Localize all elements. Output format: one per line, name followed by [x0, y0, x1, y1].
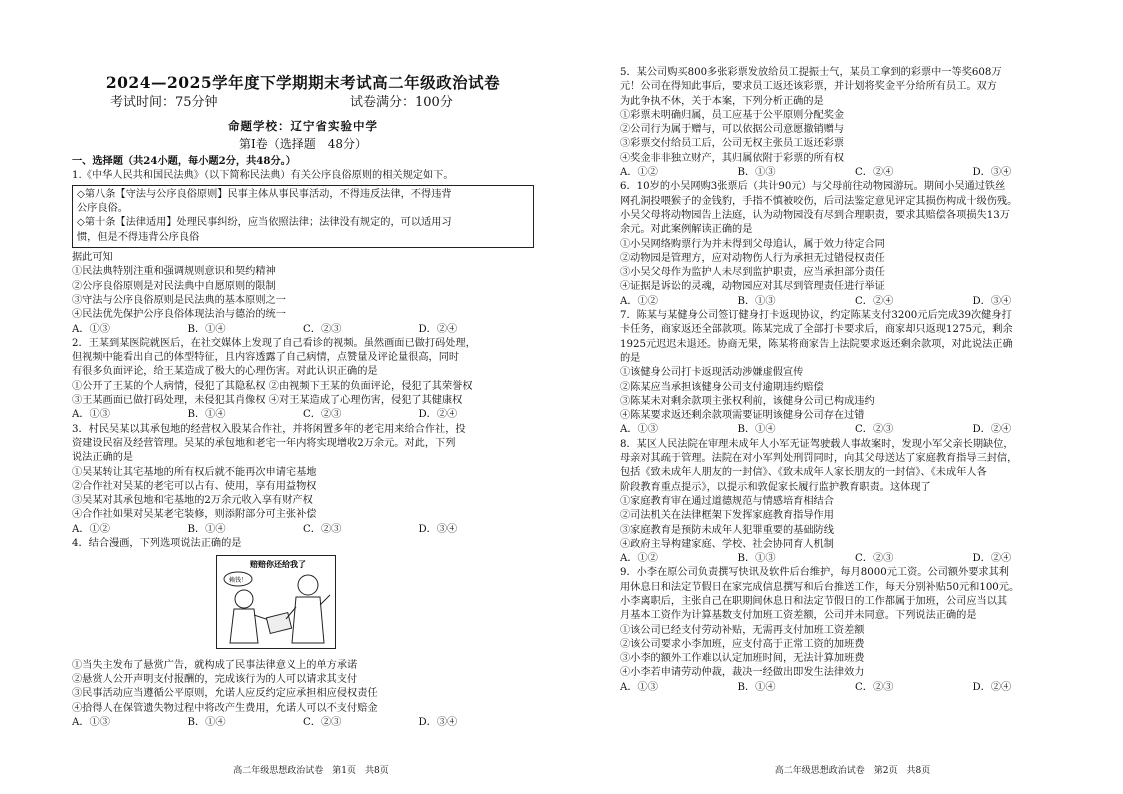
- option-d: D．③④: [418, 523, 458, 535]
- exam-time: 考试时间：75分钟: [110, 95, 218, 111]
- option-a: A．①②: [72, 523, 110, 535]
- statement-item: ①小吴网络购票行为并未得到父母追认，属于效力待定合同: [620, 238, 885, 250]
- box-line: 公序良俗。: [77, 203, 128, 215]
- law-excerpt-box: [72, 185, 534, 248]
- statement-item: ②悬赏人公开声明支付报酬的，完成该行为的人可以请求其支付: [72, 673, 358, 685]
- option-d: D．②④: [418, 409, 458, 421]
- statement-item: ②动物园是管理方，应对动物伤人行为承担无过错侵权责任: [620, 252, 885, 264]
- statement-item: ④合作社如果对吴某老宅装修，则添附部分可主张补偿: [72, 509, 317, 521]
- question-stem: 1.《中华人民共和国民法典》（以下简称民法典）有关公序良俗原则的相关规定如下。: [72, 169, 454, 181]
- option-c: C．②③: [303, 523, 342, 535]
- option-a: A．①③: [620, 681, 658, 693]
- option-b: B．①④: [187, 716, 226, 728]
- statement-item: ②合作社对吴某的老宅可以占有、使用，享有用益物权: [72, 480, 317, 492]
- question-8: [620, 438, 1090, 567]
- question-stem: 用休息日和法定节假日在家完成信息撰写和后台推送工作，每天分别补贴50元和100元。: [620, 581, 1020, 593]
- question-stem: 网孔洞投喂猴子的金钱豹，手指不慎被咬伤，后司法鉴定意见评定其损伤构成十级伤残。: [620, 195, 1018, 207]
- statement-item: ③小李的额外工作难以认定加班时间，无法计算加班费: [620, 653, 865, 665]
- option-a: A．①③: [72, 323, 110, 335]
- option-c: C．②③: [303, 716, 342, 728]
- option-b: B．①④: [187, 409, 226, 421]
- page-1-column: [72, 74, 534, 730]
- question-stem: 6．10岁的小吴网购3张票后（共计90元）与父母前往动物园游玩。期间小吴通过铁丝: [620, 181, 1006, 193]
- statement-item: ④拾得人在保管遗失物过程中将改产生费用，允诺人可以不支付赔金: [72, 702, 378, 714]
- statement-item: ②司法机关在法律框架下发挥家庭教育指导作用: [620, 510, 834, 522]
- question-stem: 说法正确的是: [72, 452, 134, 464]
- option-c: C．②③: [303, 409, 342, 421]
- question-lead: 据此可知: [72, 252, 113, 264]
- answer-options: [72, 408, 534, 422]
- option-a: A．①②: [620, 553, 658, 565]
- question-stem: 2．王某到某医院就医后，在社交媒体上发现了自己看诊的视频。虽然画面已做打码处理，: [72, 337, 476, 349]
- question-stem: 1925元迟迟未退还。协商无果，陈某将商家告上法院要求返还剩余款项，对此说法正确: [620, 338, 1013, 350]
- option-a: A．①③: [72, 409, 110, 421]
- option-b: B．①④: [737, 681, 776, 693]
- answer-options: [620, 423, 1090, 437]
- question-stem: 9．小李在原公司负责撰写快讯及软件后台维护，每月8000元工资。公司额外要求其利: [620, 567, 1009, 579]
- full-score: 试卷满分：100分: [350, 95, 453, 111]
- statement-item: ④证据是诉讼的灵魂，动物园应对其尽到管理责任进行举证: [620, 281, 885, 293]
- statement-item: ①民法典特别注重和强调规则意识和契约精神: [72, 266, 276, 278]
- statement-item: ④民法优先保护公序良俗体现法治与德治的统一: [72, 309, 286, 321]
- page-2: [562, 0, 1123, 794]
- option-d: D．③④: [972, 295, 1012, 307]
- statement-item: ②公序良俗原则是对民法典中自愿原则的限制: [72, 280, 276, 292]
- question-stem: 母亲对其疏于管理。法院在对小军判处刑罚同时，向其父母送达了家庭教育指导三封信，: [620, 453, 1018, 465]
- option-b: B．①④: [187, 523, 226, 535]
- answer-options: [620, 681, 1090, 695]
- statement-item: ④奖金非非独立财产，其归属依附于彩票的所有权: [620, 152, 845, 164]
- question-stem: 阶段教育重点提示》，以提示和敦促家长履行监护教育职责。这体现了: [620, 481, 931, 493]
- question-6: [620, 180, 1090, 309]
- option-c: C．②③: [303, 323, 342, 335]
- option-c: C．②③: [855, 553, 894, 565]
- statement-item: ③家庭教育是预防未成年人犯罪重要的基础防线: [620, 524, 834, 536]
- question-stem: 的是: [620, 352, 641, 364]
- cartoon-caption: 赔赔你还给我了: [250, 560, 306, 570]
- page-footer: 高二年级思想政治试卷 第2页 共8页: [774, 766, 931, 776]
- option-d: D．③④: [972, 167, 1012, 179]
- option-a: A．①③: [620, 424, 658, 436]
- question-stem: 卡任务，商家返还全部款项。陈某完成了全部打卡要求后，商家却只返现1275元，剩余: [620, 324, 1013, 336]
- question-stem: 包括《致未成年人朋友的一封信》、《致未成年人家长朋友的一封信》、《未成年人各: [620, 467, 987, 479]
- option-d: D．②④: [972, 553, 1012, 565]
- statement-item: ①公开了王某的个人病情，侵犯了其隐私权 ②由视频下王某的负面评论，侵犯了其荣誉权: [72, 380, 473, 392]
- option-a: A．①③: [72, 716, 110, 728]
- question-stem: 4．结合漫画，下列选项说法正确的是: [72, 538, 242, 550]
- question-stem: 为此争执不休，关于本案，下列分析正确的是: [620, 95, 824, 107]
- question-5: [620, 66, 1090, 180]
- statement-item: ③小吴父母作为监护人未尽到监护职责，应当承担部分责任: [620, 267, 885, 279]
- option-a: A．①②: [620, 295, 658, 307]
- statement-item: ③王某画面已做打码处理，未侵犯其肖像权 ④对王某造成了心理伤害，侵犯了其健康权: [72, 395, 463, 407]
- statement-item: ②陈某应当承担该健身公司支付逾期违约赔偿: [620, 381, 824, 393]
- question-stem: 月基本工资作为计算基数支付加班工资差额，公司并未同意。下列说法正确的是: [620, 610, 977, 622]
- question-stem: 7．陈某与某健身公司签订健身打卡返现协议，约定陈某支付3200元后完成39次健身打: [620, 310, 1012, 322]
- section-heading: 一、选择题（共24小题，每小题2分，共48分。）: [72, 155, 296, 168]
- question-stem: 小李离职后，主张自己在职期间休息日和法定节假日的工作都属于加班，公司应当以其: [620, 595, 1008, 607]
- page-2-column: [620, 66, 1090, 695]
- question-stem: 但视频中能看出自己的体型特征，且内容透露了自己病情，点赞量及评论量很高，同时: [72, 352, 460, 364]
- answer-options: [72, 323, 534, 337]
- page-footer: 高二年级思想政治试卷 第1页 共8页: [233, 766, 389, 776]
- statement-item: ①彩票未明确归属，员工应基于公平原则分配奖金: [620, 109, 845, 121]
- option-a: A．①②: [620, 167, 658, 179]
- question-stem: 5．某公司购买800多张彩票发放给员工提振士气，某员工拿到的彩票中一等奖608万: [620, 67, 1002, 78]
- answer-options: [620, 295, 1090, 309]
- question-9: [620, 566, 1090, 695]
- statement-item: ②公司行为属于赠与，可以依据公司意愿撤销赠与: [620, 124, 845, 136]
- option-b: B．①④: [187, 323, 226, 335]
- statement-item: ③彩票交付给员工后，公司无权主张员工返还彩票: [620, 138, 845, 150]
- box-line: ◇第十条【法律适用】处理民事纠纷，应当依照法律；法律没有规定的，可以适用习: [77, 217, 452, 229]
- question-7: [620, 309, 1090, 438]
- question-stem: 有很多负面评论，给王某造成了极大的心理伤害。对此认识正确的是: [72, 366, 378, 378]
- volume-heading: 第Ⅰ卷（选择题 48分）: [238, 137, 367, 152]
- answer-options: [72, 716, 534, 730]
- question-1: [72, 169, 534, 337]
- question-stem: 余元。对此案例解读正确的是: [620, 224, 753, 236]
- statement-item: ①吴某转让其宅基地的所有权后就不能再次申请宅基地: [72, 466, 317, 478]
- question-2: [72, 337, 534, 423]
- answer-options: [620, 166, 1090, 180]
- question-stem: 小吴父母将动物园告上法庭，认为动物园没有尽到合理职责，要求其赔偿各项损失13万: [620, 209, 1010, 221]
- statement-item: ②该公司要求小李加班，应支付高于正常工资的加班费: [620, 638, 865, 650]
- exam-title: 2024—2025学年度下学期期末考试高二年级政治试卷: [105, 73, 501, 92]
- option-b: B．①③: [737, 167, 776, 179]
- option-c: C．②③: [855, 681, 894, 693]
- question-stem: 资建设民宿及经营管理。吴某的承包地和老宅一年内将实现增收2万余元。对此，下列: [72, 437, 456, 449]
- statement-item: ④小李若申请劳动仲裁，裁决一经做出即发生法律效力: [620, 667, 865, 679]
- statement-item: ③吴某对其承包地和宅基地的2万余元收入享有财产权: [72, 495, 313, 507]
- exam-meta: [72, 94, 534, 112]
- box-line: 惯，但是不得违背公序良俗: [77, 231, 200, 243]
- statement-item: ③民事活动应当遵循公平原则，允诺人应反约定应承担相应侵权责任: [72, 688, 378, 700]
- answer-options: [620, 552, 1090, 566]
- option-c: C．②③: [855, 424, 894, 436]
- statement-item: ③陈某未对剩余款项主张权利前，该健身公司已构成违约: [620, 395, 875, 407]
- school-line: 命题学校：辽宁省实验中学: [228, 119, 378, 134]
- option-b: B．①④: [737, 424, 776, 436]
- option-d: D．②④: [972, 424, 1012, 436]
- statement-item: ①该公司已经支付劳动补贴，无需再支付加班工资差额: [620, 624, 865, 636]
- option-c: C．②④: [855, 167, 894, 179]
- option-c: C．②④: [855, 295, 894, 307]
- option-b: B．①③: [737, 295, 776, 307]
- statement-item: ④政府主导构建家庭、学校、社会协同育人机制: [620, 538, 834, 550]
- question-stem: 8．某区人民法院在审理未成年人小军无证驾驶载人事故案时，发现小军父亲长期缺位，: [620, 438, 1014, 450]
- question-3: [72, 423, 534, 537]
- option-d: D．②④: [418, 323, 458, 335]
- statement-item: ①家庭教育审在通过道德规范与情感培育相结合: [620, 495, 834, 507]
- box-line: ◇第八条【守法与公序良俗原则】民事主体从事民事活动，不得违反法律，不得违背: [77, 188, 452, 200]
- option-b: B．①③: [737, 553, 776, 565]
- answer-options: [72, 523, 534, 537]
- statement-item: ③守法与公序良俗原则是民法典的基本原则之一: [72, 294, 286, 306]
- statement-item: ④陈某要求返还剩余款项需要证明该健身公司存在过错: [620, 410, 865, 422]
- statement-item: ①当失主发布了悬赏广告，就构成了民事法律意义上的单方承诺: [72, 659, 358, 671]
- speech-bubble-text: 赖钱！: [228, 577, 248, 585]
- question-stem: 3．村民吴某以其承包地的经营权入股某合作社，并将闲置多年的老宅用来给合作社，投: [72, 423, 466, 435]
- question-4: [72, 537, 534, 730]
- option-d: D．②④: [972, 681, 1012, 693]
- question-stem: 元！公司在得知此事后，要求员工返还该彩票，并计划将奖金平分给所有员工。双方: [620, 81, 997, 93]
- cartoon-illustration: [216, 555, 336, 649]
- statement-item: ①该健身公司打卡返现活动涉嫌虚假宣传: [620, 367, 804, 379]
- option-d: D．③④: [418, 716, 458, 728]
